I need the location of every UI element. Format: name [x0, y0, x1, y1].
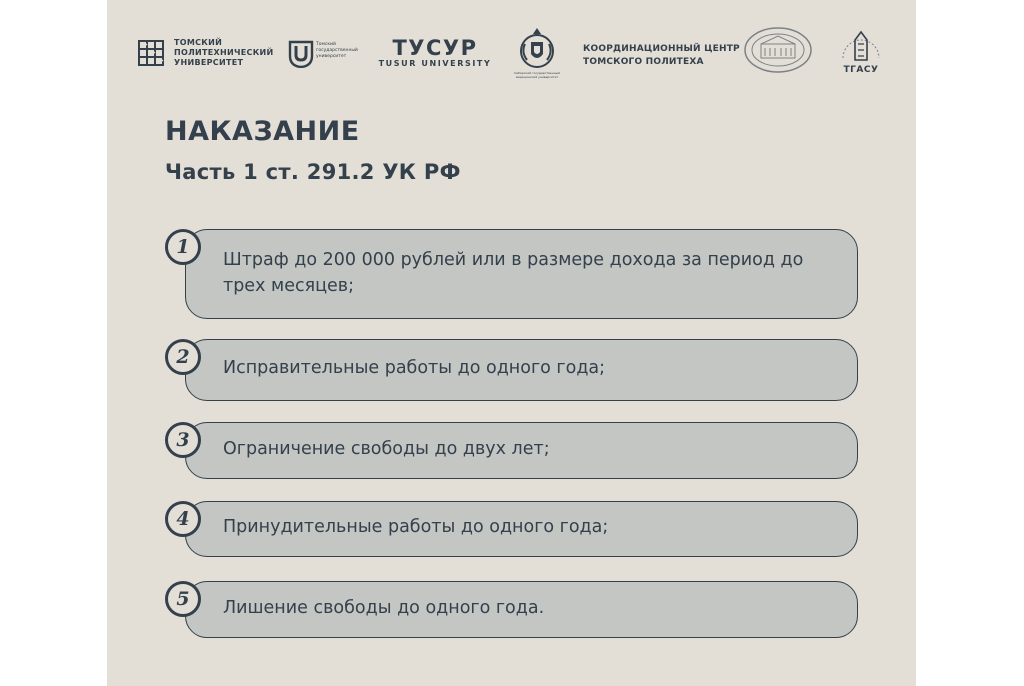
slide — [107, 0, 916, 686]
tgasu-logo — [837, 26, 885, 76]
tgasu-emblem-icon — [837, 26, 885, 66]
penalty-text: Исправительные работы до одного года; — [223, 358, 606, 378]
penalty-text: Штраф до 200 000 рублей или в размере дохода за период до трех месяцев; — [223, 250, 804, 296]
page-title: НАКАЗАНИЕ — [165, 116, 360, 147]
item-number-badge: 4 — [165, 501, 201, 537]
sibgmu-text: Сибирский государственный медицинский университет — [514, 71, 560, 79]
tgu-emblem-icon — [288, 40, 314, 68]
sibgmu-logo — [514, 26, 560, 79]
center-line-2: ТОМСКОГО ПОЛИТЕХА — [583, 57, 704, 67]
page-subtitle: Часть 1 ст. 291.2 УК РФ — [165, 160, 461, 184]
tusur-logo — [375, 37, 495, 67]
tpu-emblem-icon — [138, 40, 164, 66]
penalty-text: Ограничение свободы до двух лет; — [223, 439, 550, 459]
item-number-badge: 1 — [165, 229, 201, 265]
logo-bar — [107, 0, 916, 100]
tgpu-seal — [743, 26, 813, 74]
sibgmu-crest-icon — [517, 26, 557, 72]
coordination-center-logo — [583, 43, 743, 69]
center-line-1: КООРДИНАЦИОННЫЙ ЦЕНТР — [583, 44, 740, 54]
tpu-line-1: ТОМСКИЙ — [174, 38, 223, 47]
penalty-text: Принудительные работы до одного года; — [223, 517, 609, 537]
item-number-badge: 5 — [165, 581, 201, 617]
item-number-badge: 3 — [165, 422, 201, 458]
tpu-line-3: УНИВЕРСИТЕТ — [174, 58, 244, 67]
tgpu-seal-icon — [743, 26, 813, 74]
tpu-logo — [138, 38, 278, 72]
penalty-text: Лишение свободы до одного года. — [223, 598, 545, 618]
tgu-logo — [288, 40, 358, 70]
tusur-title: ТУСУР — [392, 36, 478, 60]
item-number-badge: 2 — [165, 339, 201, 375]
tgasu-label: ТГАСУ — [843, 65, 879, 75]
tpu-line-2: ПОЛИТЕХНИЧЕСКИЙ — [174, 48, 274, 57]
tusur-subtitle: TUSUR UNIVERSITY — [378, 59, 492, 68]
tgu-text: Томский государственный университет — [316, 42, 358, 59]
